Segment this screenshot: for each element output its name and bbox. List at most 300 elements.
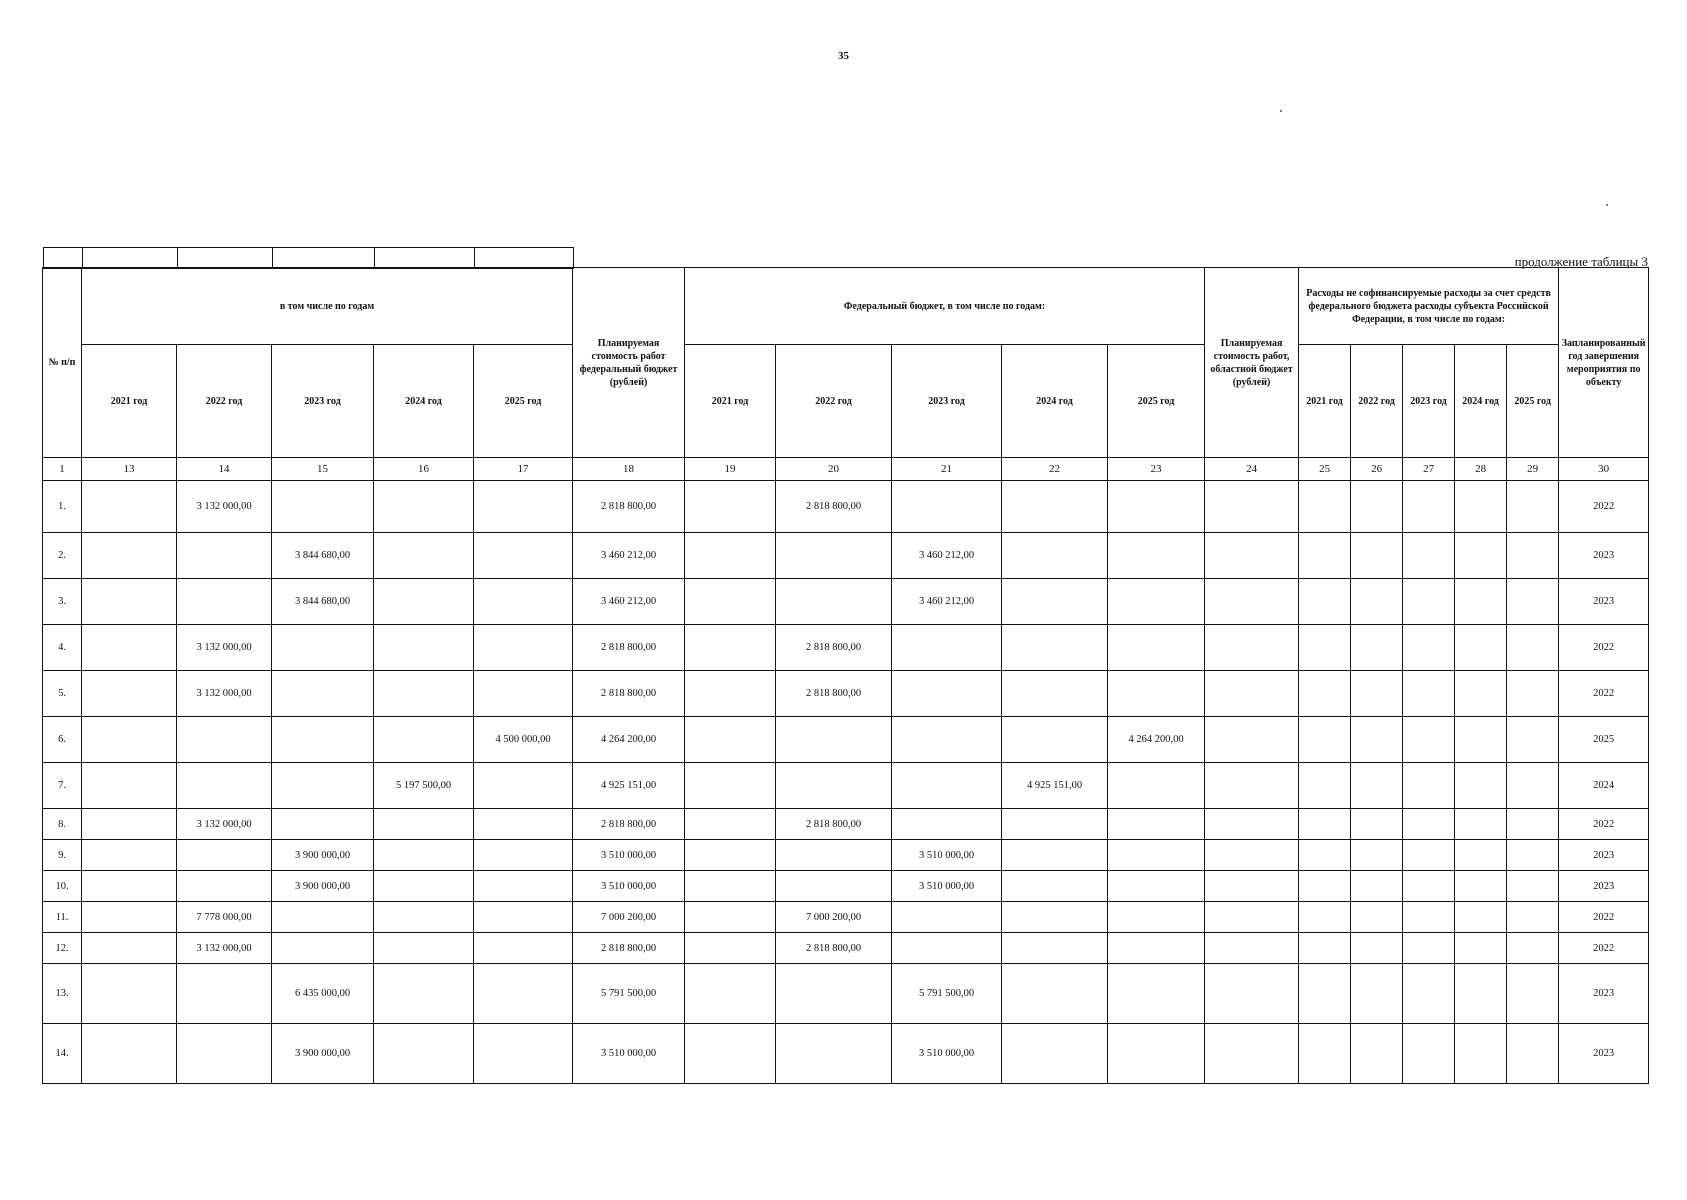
- table-cell: [374, 964, 474, 1024]
- table-row: [43, 717, 1649, 763]
- table-cell: [1507, 809, 1559, 840]
- table-cell: [1507, 964, 1559, 1024]
- table-row: [43, 671, 1649, 717]
- budget-table: [42, 267, 1649, 1084]
- table-cell: [474, 481, 573, 533]
- header-year: 2023 год: [272, 345, 374, 458]
- column-number: 19: [685, 458, 776, 481]
- table-cell: [776, 579, 892, 625]
- table-cell: [685, 671, 776, 717]
- table-cell: [685, 717, 776, 763]
- column-number: 16: [374, 458, 474, 481]
- table-cell: [776, 533, 892, 579]
- completion-year-cell: 2022: [1559, 809, 1649, 840]
- table-cell: [1108, 763, 1205, 809]
- table-cell: [474, 809, 573, 840]
- table-cell: [776, 964, 892, 1024]
- completion-year-cell: 2023: [1559, 1024, 1649, 1084]
- table-cell: 2 818 800,00: [776, 481, 892, 533]
- header-planned-cost-regional: Планируемая стоимость работ, областной бюджет (рублей): [1205, 268, 1299, 458]
- table-cell: [1351, 671, 1403, 717]
- table-cell: [1002, 579, 1108, 625]
- table-cell: 5 197 500,00: [374, 763, 474, 809]
- header-year: 2025 год: [1108, 345, 1205, 458]
- column-number: 24: [1205, 458, 1299, 481]
- column-number: 15: [272, 458, 374, 481]
- table-cell: [1507, 871, 1559, 902]
- table-cell: [892, 481, 1002, 533]
- table-cell: [1205, 902, 1299, 933]
- table-row: [43, 481, 1649, 533]
- table-cell: [177, 964, 272, 1024]
- column-number: 28: [1455, 458, 1507, 481]
- table-cell: [272, 717, 374, 763]
- table-cell: [474, 902, 573, 933]
- table-cell: [177, 871, 272, 902]
- table-cell: 4 925 151,00: [573, 763, 685, 809]
- table-cell: [374, 809, 474, 840]
- table-cell: [177, 579, 272, 625]
- table-cell: 6 435 000,00: [272, 964, 374, 1024]
- table-cell: [474, 840, 573, 871]
- table-cell: [82, 671, 177, 717]
- table-cell: 3 844 680,00: [272, 579, 374, 625]
- column-number: 26: [1351, 458, 1403, 481]
- table-cell: [82, 1024, 177, 1084]
- row-number: 7.: [43, 763, 82, 809]
- table-cell: [374, 902, 474, 933]
- table-cell: 5 791 500,00: [573, 964, 685, 1024]
- table-cell: [474, 579, 573, 625]
- table-cell: [1108, 671, 1205, 717]
- table-cell: [272, 902, 374, 933]
- completion-year-cell: 2023: [1559, 840, 1649, 871]
- table-cell: [1205, 717, 1299, 763]
- column-number: 30: [1559, 458, 1649, 481]
- table-cell: [1351, 809, 1403, 840]
- table-cell: [374, 671, 474, 717]
- table-cell: [272, 671, 374, 717]
- table-cell: [1108, 840, 1205, 871]
- table-cell: [1108, 625, 1205, 671]
- scan-speck: [1606, 204, 1608, 206]
- table-cell: [685, 533, 776, 579]
- table-cell: [474, 533, 573, 579]
- table-cell: [474, 964, 573, 1024]
- completion-year-cell: 2022: [1559, 625, 1649, 671]
- table-cell: [1507, 717, 1559, 763]
- row-number: 8.: [43, 809, 82, 840]
- table-row: [43, 933, 1649, 964]
- table-cell: [1108, 871, 1205, 902]
- table-cell: [474, 871, 573, 902]
- table-cell: [1299, 533, 1351, 579]
- table-cell: [374, 871, 474, 902]
- table-cell: [1351, 871, 1403, 902]
- table-cell: 2 818 800,00: [776, 671, 892, 717]
- header-year: 2021 год: [685, 345, 776, 458]
- table-cell: [1205, 964, 1299, 1024]
- table-cell: [685, 625, 776, 671]
- column-number: 21: [892, 458, 1002, 481]
- table-cell: 3 132 000,00: [177, 809, 272, 840]
- table-cell: [685, 481, 776, 533]
- row-number: 3.: [43, 579, 82, 625]
- table-cell: [1455, 763, 1507, 809]
- table-cell: [1507, 840, 1559, 871]
- table-cell: [1403, 964, 1455, 1024]
- table-cell: [1002, 533, 1108, 579]
- table-cell: [1108, 481, 1205, 533]
- table-cell: [1507, 933, 1559, 964]
- table-row: [43, 763, 1649, 809]
- table-cell: [1205, 1024, 1299, 1084]
- table-cell: [1403, 933, 1455, 964]
- table-cell: [82, 964, 177, 1024]
- header-year: 2021 год: [1299, 345, 1351, 458]
- header-planned-cost-federal: Планируемая стоимость работ федеральный бюджет (рублей): [573, 268, 685, 458]
- header-group-by-years: в том числе по годам: [82, 268, 573, 345]
- table-cell: [1403, 625, 1455, 671]
- header-non-cofinanced: Расходы не софинансируемые расходы за счет средств федерального бюджета расходы субъекта Российской Федерации, в том числе по годам:: [1299, 268, 1559, 345]
- table-cell: 5 791 500,00: [892, 964, 1002, 1024]
- table-cell: [685, 763, 776, 809]
- table-cell: [1205, 671, 1299, 717]
- table-cell: [1205, 809, 1299, 840]
- completion-year-cell: 2023: [1559, 533, 1649, 579]
- completion-year-cell: 2025: [1559, 717, 1649, 763]
- table-cell: [82, 625, 177, 671]
- row-number: 6.: [43, 717, 82, 763]
- table-cell: [272, 809, 374, 840]
- header-year: 2022 год: [177, 345, 272, 458]
- table-cell: 3 510 000,00: [892, 1024, 1002, 1084]
- table-cell: [776, 1024, 892, 1084]
- table-cell: [1403, 671, 1455, 717]
- table-cell: 7 778 000,00: [177, 902, 272, 933]
- table-cell: [374, 533, 474, 579]
- column-number: 18: [573, 458, 685, 481]
- row-number: 1.: [43, 481, 82, 533]
- table-cell: 2 818 800,00: [776, 809, 892, 840]
- table-cell: 2 818 800,00: [573, 933, 685, 964]
- table-cell: [82, 809, 177, 840]
- table-cell: [1403, 579, 1455, 625]
- header-year: 2023 год: [1403, 345, 1455, 458]
- table-cell: [1403, 1024, 1455, 1084]
- table-cell: [177, 717, 272, 763]
- table-cell: [685, 579, 776, 625]
- header-year: 2024 год: [1002, 345, 1108, 458]
- table-cell: [474, 1024, 573, 1084]
- table-cell: [1403, 481, 1455, 533]
- table-cell: [892, 809, 1002, 840]
- column-number: 14: [177, 458, 272, 481]
- column-number: 17: [474, 458, 573, 481]
- completion-year-cell: 2024: [1559, 763, 1649, 809]
- table-cell: [1299, 809, 1351, 840]
- row-number: 10.: [43, 871, 82, 902]
- table-cell: [1002, 933, 1108, 964]
- table-cell: [1403, 763, 1455, 809]
- table-cell: [1205, 481, 1299, 533]
- table-cell: [892, 902, 1002, 933]
- row-number: 9.: [43, 840, 82, 871]
- table-cell: 3 510 000,00: [573, 1024, 685, 1084]
- table-cell: 4 264 200,00: [573, 717, 685, 763]
- column-number: 29: [1507, 458, 1559, 481]
- table-cell: [1455, 809, 1507, 840]
- table-cell: [1507, 902, 1559, 933]
- table-cell: [1455, 1024, 1507, 1084]
- column-number: 23: [1108, 458, 1205, 481]
- table-cell: [1299, 871, 1351, 902]
- table-cell: [1403, 871, 1455, 902]
- table-cell: 3 510 000,00: [573, 871, 685, 902]
- row-number: 11.: [43, 902, 82, 933]
- table-cell: [1455, 964, 1507, 1024]
- table-cell: [1455, 871, 1507, 902]
- table-cell: [82, 481, 177, 533]
- table-cell: [1299, 840, 1351, 871]
- completion-year-cell: 2023: [1559, 964, 1649, 1024]
- table-cell: [1455, 902, 1507, 933]
- table-cell: [1002, 871, 1108, 902]
- table-cell: 3 132 000,00: [177, 671, 272, 717]
- table-cell: [1351, 533, 1403, 579]
- table-cell: [1455, 625, 1507, 671]
- table-cell: 3 460 212,00: [892, 533, 1002, 579]
- column-number: 20: [776, 458, 892, 481]
- table-row: [43, 579, 1649, 625]
- header-year: 2024 год: [374, 345, 474, 458]
- table-cell: [1455, 840, 1507, 871]
- table-cell: [272, 933, 374, 964]
- table-cell: [374, 579, 474, 625]
- table-cell: [1205, 840, 1299, 871]
- table-cell: [892, 717, 1002, 763]
- table-cell: [1403, 717, 1455, 763]
- table-cell: [374, 933, 474, 964]
- table-cell: [892, 763, 1002, 809]
- table-cell: 2 818 800,00: [573, 625, 685, 671]
- table-cell: [1108, 902, 1205, 933]
- table-cell: [685, 1024, 776, 1084]
- table-cell: [474, 933, 573, 964]
- table-cell: [1002, 671, 1108, 717]
- table-cell: [1299, 763, 1351, 809]
- header-year: 2022 год: [776, 345, 892, 458]
- table-cell: [1351, 933, 1403, 964]
- row-number: 2.: [43, 533, 82, 579]
- table-cell: 7 000 200,00: [776, 902, 892, 933]
- header-year: 2025 год: [474, 345, 573, 458]
- table-cell: [374, 1024, 474, 1084]
- table-cell: [374, 625, 474, 671]
- table-cell: [1351, 840, 1403, 871]
- table-cell: [1299, 933, 1351, 964]
- table-cell: [177, 533, 272, 579]
- table-cell: [474, 671, 573, 717]
- table-cell: [1507, 625, 1559, 671]
- table-cell: [1351, 579, 1403, 625]
- table-cell: [272, 481, 374, 533]
- page-number: 35: [838, 50, 849, 62]
- header-year: 2022 год: [1351, 345, 1403, 458]
- table-cell: [1002, 964, 1108, 1024]
- table-cell: [82, 840, 177, 871]
- table-cell: [1351, 625, 1403, 671]
- table-cell: [685, 933, 776, 964]
- table-cell: [1403, 533, 1455, 579]
- table-cell: [1455, 481, 1507, 533]
- table-cell: [374, 840, 474, 871]
- table-cell: [177, 840, 272, 871]
- header-row-number: № п/п: [43, 268, 82, 458]
- table-cell: 3 900 000,00: [272, 871, 374, 902]
- table-cell: [1205, 579, 1299, 625]
- table-cell: [1351, 763, 1403, 809]
- table-cell: [82, 871, 177, 902]
- table-cell: [685, 964, 776, 1024]
- table-row: [43, 964, 1649, 1024]
- row-number: 5.: [43, 671, 82, 717]
- column-number: 22: [1002, 458, 1108, 481]
- table-cell: 3 132 000,00: [177, 933, 272, 964]
- table-cell: [177, 763, 272, 809]
- table-cell: [177, 1024, 272, 1084]
- table-cell: [1299, 717, 1351, 763]
- table-row: [43, 840, 1649, 871]
- table-cell: [1403, 809, 1455, 840]
- table-cell: [685, 871, 776, 902]
- table-cell: 2 818 800,00: [573, 809, 685, 840]
- table-cell: [776, 763, 892, 809]
- table-cell: [1002, 840, 1108, 871]
- table-cell: [1455, 579, 1507, 625]
- table-cell: [272, 625, 374, 671]
- table-cell: [1108, 579, 1205, 625]
- table-row: [43, 902, 1649, 933]
- table-cell: [1351, 481, 1403, 533]
- table-cell: 4 500 000,00: [474, 717, 573, 763]
- table-row: [43, 871, 1649, 902]
- table-cell: 3 900 000,00: [272, 1024, 374, 1084]
- table-cell: [474, 625, 573, 671]
- table-cell: [1455, 933, 1507, 964]
- table-cell: [1205, 871, 1299, 902]
- table-cell: [1299, 625, 1351, 671]
- table-cell: [1351, 717, 1403, 763]
- table-cell: 3 844 680,00: [272, 533, 374, 579]
- table-cell: [374, 481, 474, 533]
- column-number: 13: [82, 458, 177, 481]
- table-cell: 3 510 000,00: [892, 840, 1002, 871]
- table-cell: [1002, 1024, 1108, 1084]
- completion-year-cell: 2023: [1559, 579, 1649, 625]
- completion-year-cell: 2022: [1559, 671, 1649, 717]
- table-cell: [1205, 763, 1299, 809]
- table-cell: [1002, 625, 1108, 671]
- table-cell: [82, 902, 177, 933]
- table-cell: [1455, 717, 1507, 763]
- header-completion-year: Запланированный год завершения мероприятия по объекту: [1559, 268, 1649, 458]
- table-cell: 4 925 151,00: [1002, 763, 1108, 809]
- table-row: [43, 625, 1649, 671]
- column-number-row: [43, 458, 1649, 481]
- column-number: 25: [1299, 458, 1351, 481]
- table-cell: [1299, 481, 1351, 533]
- table-cell: [1455, 671, 1507, 717]
- scan-speck: [1280, 110, 1282, 112]
- table-cell: 2 818 800,00: [776, 625, 892, 671]
- table-cell: [1205, 933, 1299, 964]
- completion-year-cell: 2022: [1559, 481, 1649, 533]
- table-row: [43, 809, 1649, 840]
- table-cell: [1299, 1024, 1351, 1084]
- header-year: 2024 год: [1455, 345, 1507, 458]
- table-cell: [1507, 579, 1559, 625]
- header-stub-row: [43, 247, 574, 269]
- table-cell: 3 510 000,00: [892, 871, 1002, 902]
- table-cell: [1108, 533, 1205, 579]
- table-cell: [776, 717, 892, 763]
- row-number: 12.: [43, 933, 82, 964]
- header-year: 2023 год: [892, 345, 1002, 458]
- row-number: 14.: [43, 1024, 82, 1084]
- table-cell: 3 900 000,00: [272, 840, 374, 871]
- table-cell: 7 000 200,00: [573, 902, 685, 933]
- table-cell: 3 460 212,00: [892, 579, 1002, 625]
- table-cell: [685, 809, 776, 840]
- table-cell: [892, 625, 1002, 671]
- table-cell: [474, 763, 573, 809]
- continuation-label: продолжение таблицы 3: [1514, 254, 1648, 269]
- table-cell: [1205, 625, 1299, 671]
- table-cell: 2 818 800,00: [776, 933, 892, 964]
- table-cell: [1351, 964, 1403, 1024]
- table-cell: [1002, 481, 1108, 533]
- table-cell: [1403, 840, 1455, 871]
- table-cell: 3 510 000,00: [573, 840, 685, 871]
- header-year: 2021 год: [82, 345, 177, 458]
- table-cell: [1351, 1024, 1403, 1084]
- table-cell: [1299, 902, 1351, 933]
- completion-year-cell: 2022: [1559, 902, 1649, 933]
- table-cell: [82, 763, 177, 809]
- table-cell: [1002, 809, 1108, 840]
- table-cell: 2 818 800,00: [573, 481, 685, 533]
- table-cell: [1455, 533, 1507, 579]
- table-cell: [272, 763, 374, 809]
- table-cell: 2 818 800,00: [573, 671, 685, 717]
- table-cell: [776, 840, 892, 871]
- table-row: [43, 533, 1649, 579]
- row-number: 4.: [43, 625, 82, 671]
- table-cell: [1108, 964, 1205, 1024]
- column-number: 1: [43, 458, 82, 481]
- table-cell: [1002, 902, 1108, 933]
- table-cell: [82, 933, 177, 964]
- table-cell: [685, 902, 776, 933]
- table-cell: [685, 840, 776, 871]
- table-cell: [892, 671, 1002, 717]
- table-cell: [1507, 533, 1559, 579]
- table-cell: [776, 871, 892, 902]
- table-cell: [1108, 933, 1205, 964]
- table-cell: [1108, 1024, 1205, 1084]
- table-cell: [1507, 671, 1559, 717]
